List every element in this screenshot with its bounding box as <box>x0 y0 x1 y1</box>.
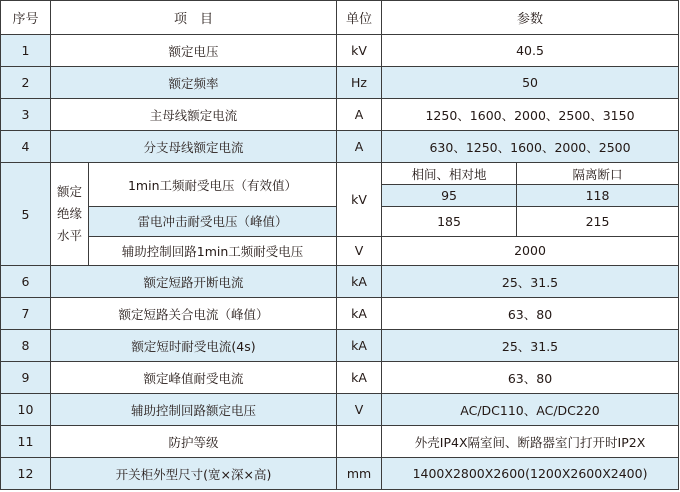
row-unit: kA <box>337 266 382 298</box>
row-item: 额定频率 <box>51 67 337 99</box>
table-row <box>1 67 679 99</box>
row-no: 11 <box>1 426 51 458</box>
header-param: 参数 <box>382 1 679 35</box>
row-value: 63、80 <box>382 298 679 330</box>
row-no: 10 <box>1 394 51 426</box>
row-unit: A <box>337 99 382 131</box>
row-item: 防护等级 <box>51 426 337 458</box>
row-no: 3 <box>1 99 51 131</box>
row-unit: V <box>337 236 382 266</box>
value-lightning-isolation: 215 <box>517 207 679 237</box>
row-value: 50 <box>382 67 679 99</box>
row-unit <box>337 426 382 458</box>
group-line: 额定 <box>56 184 82 199</box>
row-no: 8 <box>1 330 51 362</box>
row-no: 9 <box>1 362 51 394</box>
table-row <box>1 131 679 163</box>
row-value: 1400X2800X2600(1200X2600X2400) <box>382 458 679 490</box>
row-unit: kA <box>337 298 382 330</box>
insulation-group-label <box>51 163 89 266</box>
sub-item-aux-power-freq: 辅助控制回路1min工频耐受电压 <box>89 236 337 266</box>
table-row <box>1 35 679 67</box>
group-line: 水平 <box>56 228 82 243</box>
row-unit: kA <box>337 362 382 394</box>
table-row <box>1 99 679 131</box>
row-value: 630、1250、1600、2000、2500 <box>382 131 679 163</box>
header-row <box>1 1 679 35</box>
table-row <box>1 458 679 490</box>
row-no: 2 <box>1 67 51 99</box>
row-no: 12 <box>1 458 51 490</box>
row-item: 额定短路关合电流（峰值） <box>51 298 337 330</box>
col-head-isolation: 隔离断口 <box>517 163 679 185</box>
row-item: 额定峰值耐受电流 <box>51 362 337 394</box>
row-item: 分支母线额定电流 <box>51 131 337 163</box>
table-row <box>1 163 679 185</box>
table-row <box>1 394 679 426</box>
table-row <box>1 266 679 298</box>
header-item: 项 目 <box>51 1 337 35</box>
row-no: 7 <box>1 298 51 330</box>
row-no: 4 <box>1 131 51 163</box>
row-item: 辅助控制回路额定电压 <box>51 394 337 426</box>
value-power-freq-phase: 95 <box>382 185 517 207</box>
row-value: 1250、1600、2000、2500、3150 <box>382 99 679 131</box>
header-no: 序号 <box>1 1 51 35</box>
value-lightning-phase: 185 <box>382 207 517 237</box>
row-value: AC/DC110、AC/DC220 <box>382 394 679 426</box>
col-head-phase: 相间、相对地 <box>382 163 517 185</box>
row-value: 25、31.5 <box>382 330 679 362</box>
table-row <box>1 426 679 458</box>
row-unit: mm <box>337 458 382 490</box>
row-value: 外壳IP4X隔室间、断路器室门打开时IP2X <box>382 426 679 458</box>
sub-item-power-freq: 1min工频耐受电压（有效值） <box>89 163 337 207</box>
row-unit: Hz <box>337 67 382 99</box>
value-aux-power-freq: 2000 <box>382 236 679 266</box>
value-power-freq-isolation: 118 <box>517 185 679 207</box>
table-row <box>1 298 679 330</box>
row-value: 63、80 <box>382 362 679 394</box>
group-line: 绝缘 <box>56 206 82 221</box>
table-row <box>1 330 679 362</box>
row-unit: A <box>337 131 382 163</box>
row-unit: V <box>337 394 382 426</box>
row-no: 5 <box>1 163 51 266</box>
row-value: 40.5 <box>382 35 679 67</box>
row-item: 额定短时耐受电流(4s) <box>51 330 337 362</box>
row-unit: kV <box>337 35 382 67</box>
sub-item-lightning: 雷电冲击耐受电压（峰值） <box>89 207 337 237</box>
row-value: 25、31.5 <box>382 266 679 298</box>
row-item: 额定电压 <box>51 35 337 67</box>
row-unit: kA <box>337 330 382 362</box>
header-unit: 单位 <box>337 1 382 35</box>
row-item: 主母线额定电流 <box>51 99 337 131</box>
row-item: 开关柜外型尺寸(宽×深×高) <box>51 458 337 490</box>
row-no: 6 <box>1 266 51 298</box>
row-unit: kV <box>337 163 382 237</box>
row-item: 额定短路开断电流 <box>51 266 337 298</box>
row-no: 1 <box>1 35 51 67</box>
table-row <box>1 362 679 394</box>
